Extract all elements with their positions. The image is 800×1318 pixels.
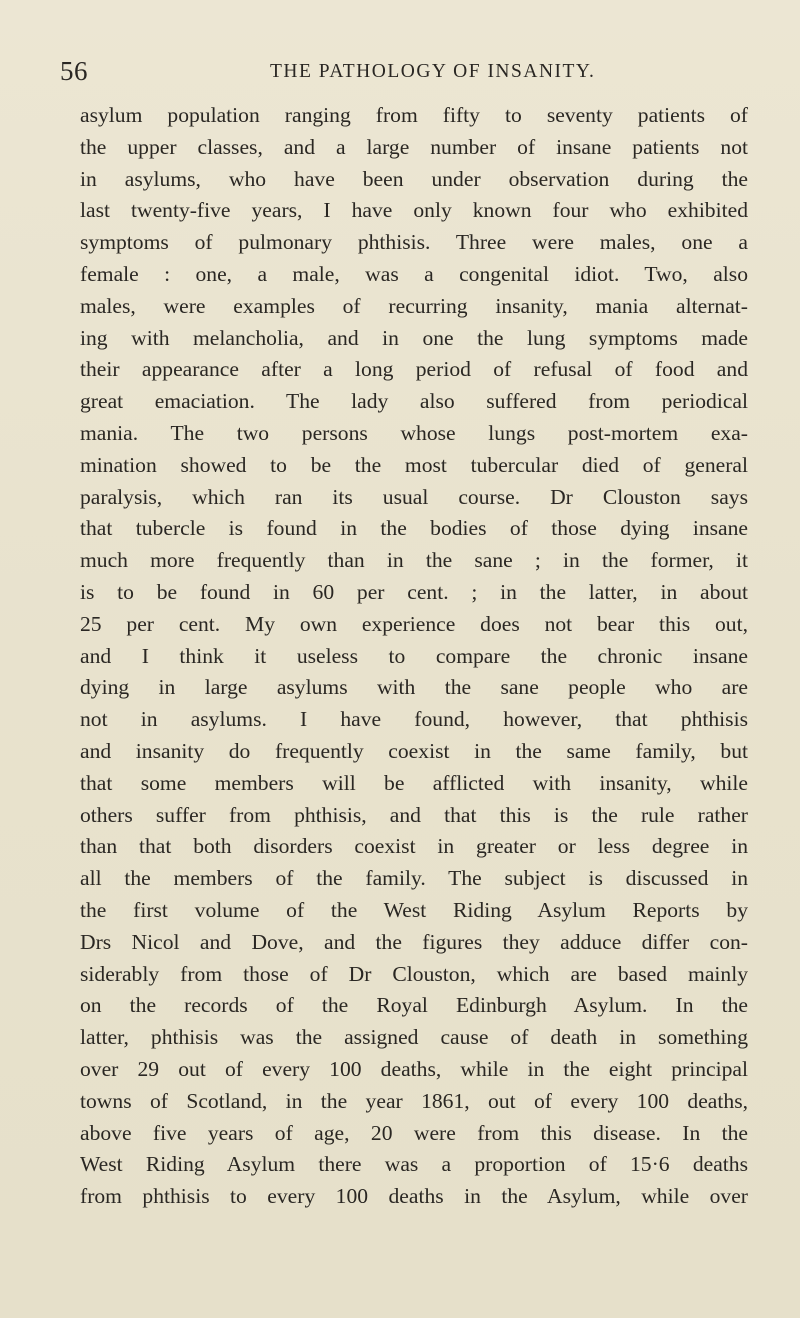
running-head: THE PATHOLOGY OF INSANITY. (270, 61, 596, 82)
text-line: towns of Scotland, in the year 1861, out of every 100 deaths, (80, 1088, 748, 1113)
text-line: 25 per cent. My own experience does not bear this out, (80, 611, 748, 636)
text-line: the first volume of the West Riding Asylum Reports by (80, 897, 748, 922)
text-line: that tubercle is found in the bodies of those dying insane (80, 516, 748, 541)
text-line: paralysis, which ran its usual course. Dr Clouston says (80, 484, 748, 509)
text-line: all the members of the family. The subject is discussed in (80, 866, 748, 891)
text-line: latter, phthisis was the assigned cause of death in something (80, 1025, 748, 1050)
text-line: above five years of age, 20 were from this disease. In the (80, 1120, 748, 1145)
text-line: is to be found in 60 per cent. ; in the latter, in about (80, 579, 748, 604)
text-line: the upper classes, and a large number of insane patients not (80, 134, 748, 159)
page-number: 56 (60, 56, 88, 86)
text-line: and insanity do frequently coexist in the same family, but (80, 738, 748, 763)
text-line: asylum population ranging from fifty to seventy patients of (80, 103, 748, 127)
text-line: mination showed to be the most tubercular died of general (80, 452, 748, 477)
text-line: female : one, a male, was a congenital idiot. Two, also (80, 261, 748, 286)
text-line: males, were examples of recurring insanity, mania alternat- (80, 293, 748, 318)
body-text (80, 100, 748, 1213)
text-line: much more frequently than in the sane ; in the former, it (80, 548, 748, 573)
text-line: last twenty-five years, I have only known four who exhibited (80, 198, 748, 223)
text-line: siderably from those of Dr Clouston, which are based mainly (80, 961, 748, 986)
text-line: their appearance after a long period of refusal of food and (80, 357, 748, 382)
text-line: ing with melancholia, and in one the lung symptoms made (80, 325, 748, 350)
text-line: on the records of the Royal Edinburgh Asylum. In the (80, 993, 748, 1018)
text-line: Drs Nicol and Dove, and the figures they adduce differ con- (80, 929, 748, 954)
text-line: West Riding Asylum there was a proportion of 15·6 deaths (80, 1152, 748, 1177)
page-header (0, 56, 800, 86)
text-line: not in asylums. I have found, however, that phthisis (80, 707, 748, 732)
text-line: that some members will be afflicted with insanity, while (80, 770, 748, 795)
text-line: from phthisis to every 100 deaths in the Asylum, while over (80, 1184, 748, 1209)
text-line: great emaciation. The lady also suffered from periodical (80, 389, 748, 414)
text-line: others suffer from phthisis, and that this is the rule rather (80, 802, 748, 827)
text-line: dying in large asylums with the sane people who are (80, 675, 748, 700)
text-line: over 29 out of every 100 deaths, while in the eight principal (80, 1056, 748, 1081)
text-line: in asylums, who have been under observation during the (80, 166, 748, 191)
text-line: and I think it useless to compare the chronic insane (80, 643, 748, 668)
text-line: symptoms of pulmonary phthisis. Three were males, one a (80, 230, 748, 255)
text-line: than that both disorders coexist in greater or less degree in (80, 834, 748, 859)
text-line: mania. The two persons whose lungs post-mortem exa- (80, 420, 748, 445)
